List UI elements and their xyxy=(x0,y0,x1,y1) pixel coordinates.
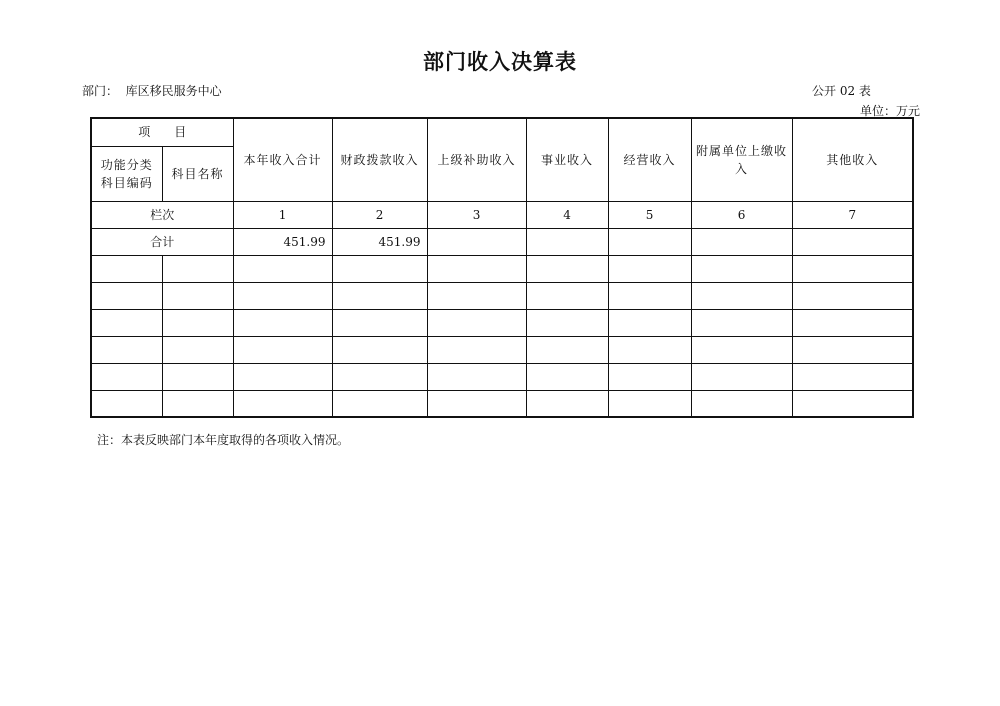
column-header: 本年收入合计 xyxy=(233,118,332,201)
func-code-header: 功能分类科目编码 xyxy=(91,146,162,201)
col-number: 4 xyxy=(526,201,608,228)
col-number: 7 xyxy=(792,201,913,228)
total-label: 合计 xyxy=(91,228,233,255)
col-number: 3 xyxy=(427,201,526,228)
empty-row xyxy=(91,282,913,309)
total-value xyxy=(691,228,792,255)
column-header: 其他收入 xyxy=(792,118,913,201)
header-row-1 xyxy=(91,118,913,146)
public-table-number: 公开 02 表 xyxy=(812,84,871,98)
income-final-account-table xyxy=(90,117,914,418)
total-row xyxy=(91,228,913,255)
empty-row xyxy=(91,336,913,363)
total-value xyxy=(608,228,691,255)
column-header: 事业收入 xyxy=(526,118,608,201)
column-header: 财政拨款收入 xyxy=(332,118,427,201)
unit-label: 单位：万元 xyxy=(859,104,920,118)
empty-row xyxy=(91,390,913,417)
table-note: 注：本表反映部门本年度取得的各项收入情况。 xyxy=(97,433,350,447)
total-value: 451.99 xyxy=(332,228,427,255)
column-header: 附属单位上缴收入 xyxy=(691,118,792,201)
col-no-label: 栏次 xyxy=(91,201,233,228)
empty-row xyxy=(91,255,913,282)
column-header: 经营收入 xyxy=(608,118,691,201)
empty-row xyxy=(91,363,913,390)
col-number: 1 xyxy=(233,201,332,228)
total-value xyxy=(526,228,608,255)
total-value xyxy=(792,228,913,255)
department-label: 部门： 库区移民服务中心 xyxy=(82,84,222,98)
empty-row xyxy=(91,309,913,336)
total-value xyxy=(427,228,526,255)
column-number-row xyxy=(91,201,913,228)
column-header: 上级补助收入 xyxy=(427,118,526,201)
subject-name-header: 科目名称 xyxy=(162,146,233,201)
col-number: 2 xyxy=(332,201,427,228)
item-header: 项 目 xyxy=(91,118,233,146)
total-value: 451.99 xyxy=(233,228,332,255)
col-number: 5 xyxy=(608,201,691,228)
col-number: 6 xyxy=(691,201,792,228)
page-title: 部门收入决算表 xyxy=(423,50,577,74)
